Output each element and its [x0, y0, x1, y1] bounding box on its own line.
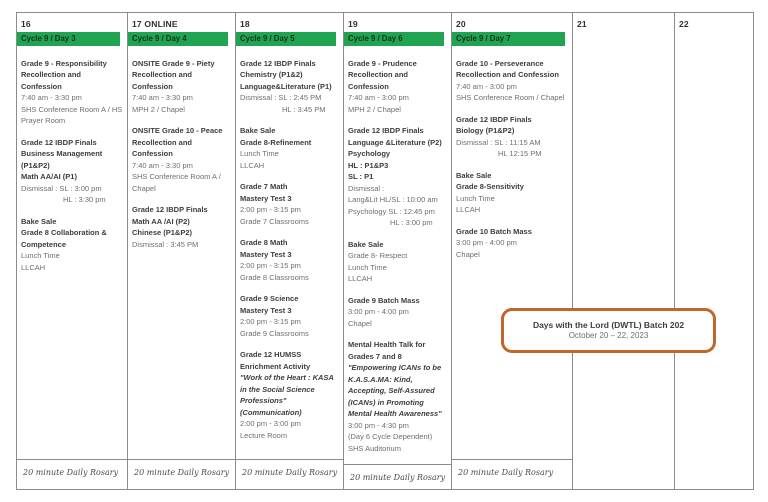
day-number: 21 — [577, 19, 587, 29]
daily-rosary-note: 20 minute Daily Rosary — [344, 464, 451, 489]
event-line: MPH 2 / Chapel — [348, 104, 401, 114]
event-block — [132, 125, 231, 194]
day-events — [573, 32, 674, 489]
event-line: Grade 8- Respect — [348, 251, 408, 260]
event-block — [240, 125, 339, 171]
day-events — [236, 46, 343, 460]
daily-rosary-note: 20 minute Daily Rosary — [452, 459, 572, 489]
day-number: 22 — [679, 19, 689, 29]
event-line: LLCAH — [21, 262, 46, 272]
day-column-17 — [128, 13, 236, 489]
cycle-day-banner: Cycle 9 / Day 3 — [17, 32, 120, 46]
event-line: Lunch Time — [456, 193, 495, 203]
day-events — [344, 46, 451, 465]
event-block — [21, 137, 123, 206]
event-line: Math AA /AI (P2) — [132, 216, 190, 226]
day-column-22 — [675, 13, 753, 489]
event-block — [456, 58, 568, 104]
event-line: 2:00 pm - 3:15 pm — [240, 205, 301, 214]
event-line: Grade 7 Classrooms — [240, 216, 309, 226]
event-line: Mastery Test 3 — [240, 249, 292, 259]
event-block — [240, 349, 339, 441]
day-number: 18 — [240, 19, 250, 29]
event-block — [240, 293, 339, 339]
event-line: LLCAH — [240, 160, 265, 170]
event-line: Grade 9 Science — [240, 294, 299, 303]
event-block — [348, 58, 447, 116]
dwtl-banner — [501, 308, 716, 353]
event-line: Psychology SL : 12:45 pm — [348, 206, 435, 216]
event-line: LLCAH — [456, 205, 481, 214]
dwtl-subtitle: October 20 – 22, 2023 — [568, 331, 649, 340]
event-line: SL : P1 — [348, 172, 374, 181]
day-column-16 — [17, 13, 128, 489]
event-line: Dismissal : SL : 2:45 PM — [240, 93, 322, 102]
event-line: Grade 9 Batch Mass — [348, 295, 420, 305]
day-number: 19 — [348, 19, 358, 29]
event-line: 7:40 am - 3:00 pm — [456, 81, 517, 91]
event-line: 2:00 pm - 3:15 pm — [240, 317, 301, 326]
event-block — [456, 114, 568, 160]
event-line: Dismissal : SL : 11:15 AM — [456, 137, 541, 147]
cycle-day-banner: Cycle 9 / Day 5 — [236, 32, 336, 46]
event-line: Bake Sale — [456, 170, 492, 180]
event-line: 7:40 am - 3:30 pm — [21, 93, 82, 102]
event-block — [132, 58, 231, 116]
day-number: 16 — [21, 19, 31, 29]
dwtl-title: Days with the Lord (DWTL) Batch 202 — [532, 320, 685, 330]
event-line: Bake Sale — [21, 216, 57, 226]
event-line: Bake Sale — [240, 126, 276, 135]
event-line: SHS Conference Room A / HS Prayer Room — [21, 104, 123, 125]
event-line: Grade 12 IBDP Finals Business Management (P1&P2) — [21, 137, 103, 170]
event-line: Grade 9 Classrooms — [240, 328, 309, 338]
event-line: Grade 12 IBDP Finals — [132, 205, 208, 214]
event-line: Mental Health Talk for Grades 7 and 8 — [348, 340, 426, 361]
event-line: Grade 8 Classrooms — [240, 272, 309, 282]
day-column-20 — [452, 13, 573, 489]
event-line: Grade 8-Sensitivity — [456, 182, 524, 191]
event-line: "Work of the Heart : KASA in the Social Science Professions" (Communication) — [240, 373, 334, 417]
event-line: Grade 12 HUMSS Enrichment Activity — [240, 350, 311, 371]
event-line: Chinese (P1&P2) — [132, 228, 193, 237]
day-number: 17 ONLINE — [132, 19, 178, 29]
event-line: Biology (P1&P2) — [456, 126, 515, 135]
event-line: Lunch Time — [240, 149, 279, 158]
event-line: 7:40 am - 3:30 pm — [132, 160, 193, 170]
event-line: HL : 3:45 PM — [282, 104, 326, 114]
event-line: Dismissal : SL : 3:00 pm — [21, 183, 102, 193]
event-line: SHS Auditorium — [348, 443, 401, 453]
event-line: Math AA/AI (P1) — [21, 172, 77, 181]
event-block — [456, 226, 568, 261]
event-block — [348, 339, 447, 454]
cycle-day-banner: Cycle 9 / Day 6 — [344, 32, 444, 46]
event-line: HL : 3:30 pm — [63, 195, 106, 204]
event-line: HL : 3:00 pm — [390, 218, 433, 227]
event-line: Grade 12 IBDP Finals Chemistry (P1&2) Language&Literature (P1) — [240, 58, 332, 91]
event-block — [21, 216, 123, 274]
day-column-18 — [236, 13, 344, 489]
event-line: 7:40 am - 3:00 pm — [348, 93, 409, 102]
day-events — [17, 46, 127, 460]
event-line: SHS Conference Room / Chapel — [456, 93, 565, 102]
event-line: Grade 8 Collaboration & Competence — [21, 228, 107, 249]
day-column-21 — [573, 13, 675, 489]
cycle-day-banner: Cycle 9 / Day 7 — [452, 32, 565, 46]
day-events — [452, 46, 572, 460]
event-block — [348, 295, 447, 330]
day-events — [128, 46, 235, 460]
event-line: Grade 12 IBDP Finals Language &Literature (P2) Psychology — [348, 126, 442, 158]
day-number: 20 — [456, 19, 466, 29]
event-line: Lang&Lit HL/SL : 10:00 am — [348, 195, 438, 204]
day-column-19 — [344, 13, 452, 489]
cycle-day-banner: Cycle 9 / Day 4 — [128, 32, 228, 46]
event-line: Lecture Room — [240, 430, 288, 440]
event-line: ONSITE Grade 10 - Peace Recollection and Confession — [132, 126, 223, 158]
event-line: Grade 9 - Prudence Recollection and Confession — [348, 58, 417, 91]
daily-rosary-note: 20 minute Daily Rosary — [17, 459, 127, 489]
event-line: (Day 6 Cycle Dependent) — [348, 432, 433, 441]
event-block — [240, 237, 339, 283]
event-line: SHS Conference Room A / Chapel — [132, 172, 221, 193]
calendar-grid — [16, 12, 754, 490]
event-line: 2:00 pm - 3:15 pm — [240, 261, 301, 270]
event-block — [21, 58, 123, 127]
event-line: Lunch Time — [348, 262, 387, 272]
event-line: Mastery Test 3 — [240, 193, 292, 203]
event-block — [348, 239, 447, 285]
event-line: "Empowering ICANs to be K.A.S.A.MA: Kind, Accepting, Self-Assured (ICANs) in Promoting Mental Health Awareness" — [348, 363, 442, 418]
event-line: 3:00 pm - 4:30 pm — [348, 420, 409, 430]
event-line: Grade 8-Refinement — [240, 137, 312, 147]
event-line: MPH 2 / Chapel — [132, 104, 185, 114]
event-line: Grade 10 - Perseverance Recollection and Confession — [456, 58, 559, 79]
event-block — [132, 204, 231, 250]
event-block — [348, 125, 447, 229]
event-line: Bake Sale — [348, 239, 384, 249]
event-line: 3:00 pm - 4:00 pm — [348, 307, 409, 316]
event-line: Dismissal : 3:45 PM — [132, 239, 199, 249]
event-line: LLCAH — [348, 274, 373, 283]
event-line: Grade 12 IBDP Finals — [456, 114, 532, 124]
event-line: HL : P1&P3 — [348, 160, 389, 170]
event-block — [240, 181, 339, 227]
event-line: 3:00 pm - 4:00 pm — [456, 238, 517, 247]
event-block — [240, 58, 339, 116]
event-line: 7:40 am - 3:30 pm — [132, 93, 193, 102]
event-line: Grade 9 - Responsibility Recollection and Confession — [21, 58, 107, 91]
event-line: 2:00 pm - 3:00 pm — [240, 419, 301, 428]
day-events — [675, 32, 753, 489]
event-block — [456, 170, 568, 216]
event-line: Chapel — [348, 318, 372, 328]
daily-rosary-note: 20 minute Daily Rosary — [236, 459, 343, 489]
event-line: HL 12:15 PM — [498, 149, 542, 158]
event-line: Grade 8 Math — [240, 238, 288, 247]
event-line: ONSITE Grade 9 - Piety Recollection and Confession — [132, 58, 215, 91]
event-line: Grade 7 Math — [240, 182, 288, 191]
daily-rosary-note: 20 minute Daily Rosary — [128, 459, 235, 489]
event-line: Lunch Time — [21, 251, 60, 260]
event-line: Chapel — [456, 249, 480, 259]
event-line: Mastery Test 3 — [240, 305, 292, 315]
event-line: Grade 10 Batch Mass — [456, 226, 532, 236]
event-line: Dismissal : — [348, 183, 385, 193]
